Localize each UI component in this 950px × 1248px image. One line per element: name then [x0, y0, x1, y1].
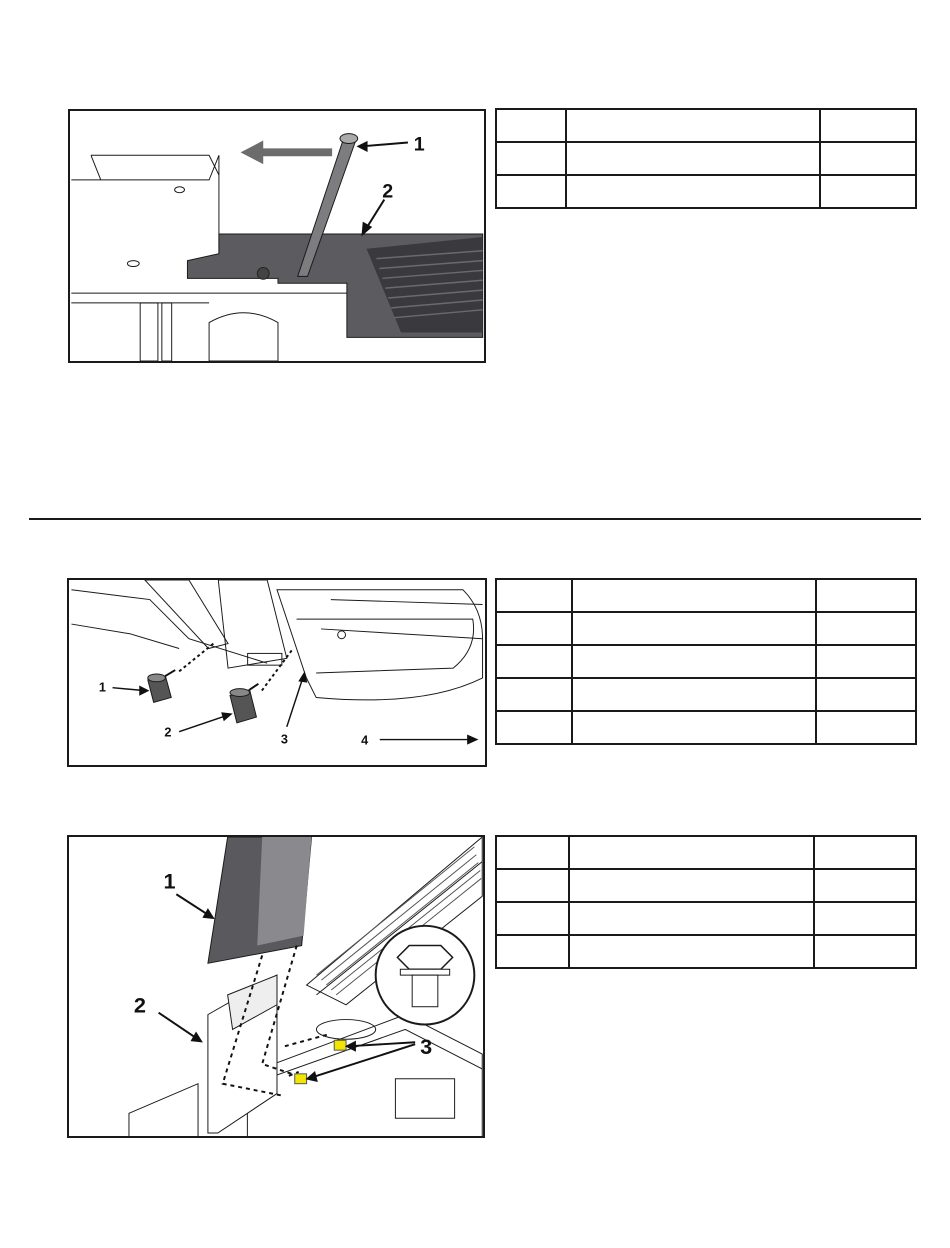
table-cell	[569, 935, 814, 968]
table-cell	[496, 612, 572, 645]
table-header-row	[496, 579, 916, 612]
table-cell	[816, 645, 916, 678]
table-cell	[572, 645, 816, 678]
figure-3-callout-1: 1	[163, 868, 176, 894]
direction-arrow	[241, 141, 333, 165]
figure-2-callout-3: 3	[280, 731, 288, 747]
parts-table-3	[495, 835, 917, 969]
table-row	[496, 935, 916, 968]
table-cell	[816, 678, 916, 711]
table-cell	[816, 579, 916, 612]
table-cell	[572, 612, 816, 645]
figure-2-callout-4: 4	[361, 732, 369, 748]
table-row	[496, 175, 916, 208]
table-row	[496, 711, 916, 744]
table-cell	[814, 869, 916, 902]
table-header-row	[496, 836, 916, 869]
figure-1-drawing	[70, 111, 484, 361]
table-cell	[566, 142, 820, 175]
table-cell	[572, 711, 816, 744]
table-row	[496, 869, 916, 902]
figure-2-drawing	[69, 580, 485, 765]
table-cell	[496, 836, 569, 869]
table-cell	[814, 836, 916, 869]
spacer-2-shape	[230, 684, 258, 723]
figure-3-bracket-illustration	[67, 835, 485, 1138]
table-row	[496, 612, 916, 645]
table-cell	[814, 902, 916, 935]
table-header-row	[496, 109, 916, 142]
figure-2-spacer-illustration	[67, 578, 487, 767]
table-cell	[496, 579, 572, 612]
parts-table-2	[495, 578, 917, 745]
table-row	[496, 678, 916, 711]
table-cell	[820, 109, 916, 142]
bolt-detail-inset	[376, 926, 475, 1025]
table-cell	[816, 612, 916, 645]
table-cell	[572, 579, 816, 612]
figure-3-drawing	[69, 837, 483, 1136]
table-cell	[569, 836, 814, 869]
figure-1-step-pad-illustration	[68, 109, 486, 363]
table-cell	[496, 869, 569, 902]
table-cell	[496, 645, 572, 678]
table-cell	[820, 142, 916, 175]
table-cell	[816, 711, 916, 744]
table-row	[496, 902, 916, 935]
table-cell	[496, 678, 572, 711]
table-cell	[569, 902, 814, 935]
figure-2-callout-1: 1	[98, 679, 106, 695]
table-cell	[566, 109, 820, 142]
table-cell	[496, 711, 572, 744]
figure-1-callout-1: 1	[413, 133, 425, 156]
table-cell	[572, 678, 816, 711]
table-cell	[496, 935, 569, 968]
figure-1-callout-2: 2	[382, 180, 394, 203]
table-cell	[496, 902, 569, 935]
figure-2-callout-2: 2	[164, 724, 172, 740]
table-row	[496, 142, 916, 175]
table-cell	[496, 142, 566, 175]
table-row	[496, 645, 916, 678]
table-cell	[820, 175, 916, 208]
table-cell	[496, 109, 566, 142]
table-cell	[814, 935, 916, 968]
parts-table-1	[495, 108, 917, 209]
figure-3-callout-3: 3	[420, 1034, 433, 1060]
section-divider	[29, 518, 921, 520]
table-cell	[566, 175, 820, 208]
table-cell	[569, 869, 814, 902]
figure-3-callout-2: 2	[133, 992, 146, 1018]
table-cell	[496, 175, 566, 208]
spacer-1-shape	[148, 670, 175, 702]
